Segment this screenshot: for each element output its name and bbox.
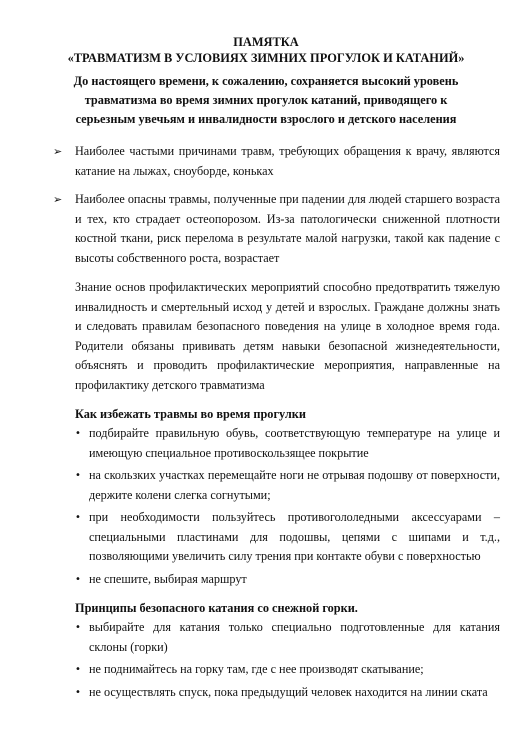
list-item-text: не осуществлять спуск, пока предыдущий человек находится на линии ската: [89, 684, 488, 699]
section-heading-slide: Принципы безопасного катания со снежной горки.: [75, 601, 358, 615]
list-item-text: не поднимайтесь на горку там, где с нее производят скатывание;: [89, 662, 424, 676]
arrow-item-text: Наиболее опасны травмы, полученные при падении для людей старшего возраста и тех, кто страдает остеопорозом. Из-за патологически сниженной плотности костной ткани, риск перелома в результате малой нагрузки, такой как падение с высоты собственного роста, возрастает: [75, 192, 500, 265]
slide-bullet-list: [75, 618, 500, 705]
intro-paragraph: До настоящего времени, к сожалению, сохраняется высокий уровень травматизма во время зимних прогулок катаний, приводящего к серьезным увечьям и инвалидности взрослого и детского населения: [73, 74, 459, 126]
list-item: [75, 683, 500, 703]
bullet-icon: •: [75, 664, 81, 675]
list-item: [75, 466, 500, 505]
list-item-text: выбирайте для катания только специально подготовленные для катания склоны (горки): [89, 620, 500, 654]
list-item: [75, 618, 500, 657]
bullet-icon: •: [75, 622, 81, 633]
bullet-icon: •: [75, 573, 81, 585]
list-item: [75, 508, 500, 567]
memo-subtitle: «ТРАВМАТИЗМ В УСЛОВИЯХ ЗИМНИХ ПРОГУЛОК И КАТАНИЙ»: [67, 51, 465, 65]
bullet-icon: •: [75, 686, 81, 698]
arrow-list-item: [53, 190, 500, 268]
memo-title: ПАМЯТКА: [233, 35, 299, 49]
bullet-icon: •: [75, 470, 81, 481]
bullet-icon: •: [75, 512, 81, 523]
list-item: [75, 424, 500, 463]
arrow-bullet-icon: ➢: [53, 193, 63, 206]
bullet-icon: •: [75, 428, 81, 439]
arrow-item-text: Наиболее частыми причинами травм, требующих обращения к врачу, являются катание на лыжах, сноуборде, коньках: [75, 144, 500, 178]
walk-bullet-list: [75, 424, 500, 592]
arrow-list-item: [53, 142, 500, 181]
list-item-text: на скользких участках перемещайте ноги не отрывая подошву от поверхности, держите колени слегка согнутыми;: [89, 468, 500, 502]
list-item: [75, 660, 500, 680]
arrow-bullet-icon: ➢: [53, 145, 63, 158]
list-item-text: не спешите, выбирая маршрут: [89, 571, 247, 586]
list-item: [75, 570, 500, 590]
body-paragraph: Знание основ профилактических мероприятий способно предотвратить тяжелую инвалидность и смертельный исход у детей и взрослых. Граждане должны знать и следовать правилам безопасного поведения на улице в холодное время года. Родители обязаны прививать детям навыки безопасной жизнедеятельности, объяснять и проводить профилактические мероприятия, направленные на профилактику детского травматизма: [75, 280, 500, 392]
list-item-text: при необходимости пользуйтесь противогололедными аксессуарами – специальными пластинами для подошвы, цепями с шипами и т.д., позволяющими увеличить силу трения при контакте обуви с поверхностью: [89, 510, 500, 563]
list-item-text: подбирайте правильную обувь, соответствующую температуре на улице и имеющую специальное противоскользящее покрытие: [89, 426, 500, 460]
section-heading-walk: Как избежать травмы во время прогулки: [75, 407, 306, 421]
